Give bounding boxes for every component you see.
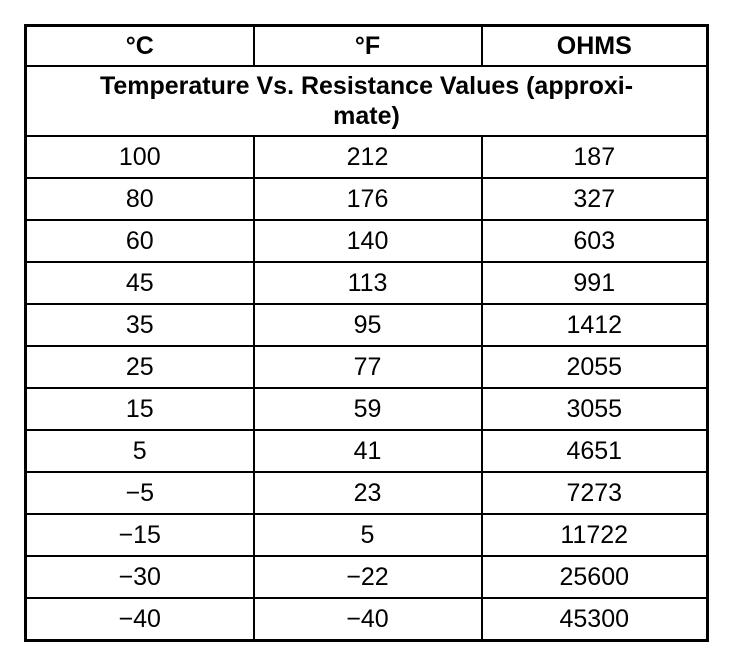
cell-celsius: −15 xyxy=(26,514,254,556)
cell-fahrenheit: −22 xyxy=(254,556,482,598)
cell-fahrenheit: 23 xyxy=(254,472,482,514)
cell-celsius: 25 xyxy=(26,346,254,388)
cell-celsius: 15 xyxy=(26,388,254,430)
cell-ohms: 11722 xyxy=(482,514,708,556)
table-row xyxy=(26,262,708,304)
table-row xyxy=(26,514,708,556)
table-row xyxy=(26,178,708,220)
header-ohms: OHMS xyxy=(482,26,708,67)
cell-ohms: 7273 xyxy=(482,472,708,514)
cell-ohms: 25600 xyxy=(482,556,708,598)
table-row xyxy=(26,136,708,178)
cell-fahrenheit: 140 xyxy=(254,220,482,262)
temperature-resistance-table-wrapper xyxy=(24,24,709,642)
cell-fahrenheit: 41 xyxy=(254,430,482,472)
cell-ohms: 187 xyxy=(482,136,708,178)
table-row xyxy=(26,556,708,598)
cell-fahrenheit: 5 xyxy=(254,514,482,556)
cell-ohms: 45300 xyxy=(482,598,708,641)
header-celsius: °C xyxy=(26,26,254,67)
cell-fahrenheit: 59 xyxy=(254,388,482,430)
cell-celsius: 5 xyxy=(26,430,254,472)
cell-ohms: 1412 xyxy=(482,304,708,346)
cell-ohms: 991 xyxy=(482,262,708,304)
cell-fahrenheit: −40 xyxy=(254,598,482,641)
cell-fahrenheit: 212 xyxy=(254,136,482,178)
table-row xyxy=(26,346,708,388)
cell-celsius: 60 xyxy=(26,220,254,262)
table-row xyxy=(26,220,708,262)
table-body xyxy=(26,136,708,641)
cell-celsius: −5 xyxy=(26,472,254,514)
caption-row xyxy=(26,66,708,136)
temperature-resistance-table xyxy=(24,24,709,642)
cell-ohms: 4651 xyxy=(482,430,708,472)
cell-celsius: 80 xyxy=(26,178,254,220)
cell-fahrenheit: 113 xyxy=(254,262,482,304)
cell-fahrenheit: 176 xyxy=(254,178,482,220)
table-row xyxy=(26,304,708,346)
header-row xyxy=(26,26,708,67)
cell-celsius: 35 xyxy=(26,304,254,346)
cell-fahrenheit: 77 xyxy=(254,346,482,388)
table-caption: Temperature Vs. Resistance Values (approxi-mate) xyxy=(26,66,708,136)
cell-celsius: 100 xyxy=(26,136,254,178)
table-row xyxy=(26,430,708,472)
cell-fahrenheit: 95 xyxy=(254,304,482,346)
table-row xyxy=(26,472,708,514)
table-row xyxy=(26,598,708,641)
table-row xyxy=(26,388,708,430)
cell-celsius: −30 xyxy=(26,556,254,598)
cell-celsius: −40 xyxy=(26,598,254,641)
cell-ohms: 603 xyxy=(482,220,708,262)
cell-celsius: 45 xyxy=(26,262,254,304)
header-fahrenheit: °F xyxy=(254,26,482,67)
cell-ohms: 2055 xyxy=(482,346,708,388)
cell-ohms: 327 xyxy=(482,178,708,220)
cell-ohms: 3055 xyxy=(482,388,708,430)
